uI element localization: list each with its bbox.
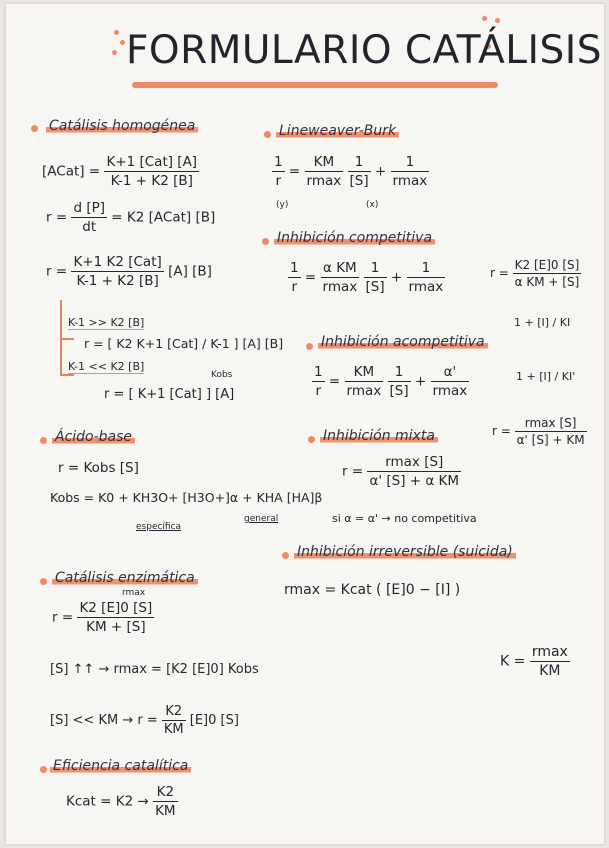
bullet-dot	[262, 238, 269, 245]
bullet-dot	[264, 131, 271, 138]
fraction	[391, 154, 430, 189]
label-x: (x)	[366, 200, 379, 210]
denominator: α' [S] + α KM	[369, 473, 460, 489]
numerator: K+1 K2 [Cat]	[73, 254, 162, 270]
alpha-competitiva: 1 + [I] / KI	[514, 316, 571, 329]
rmax-label: rmax	[122, 588, 146, 598]
fraction	[77, 600, 154, 635]
denominator: rmax	[322, 279, 358, 295]
eq-lhs: K =	[500, 653, 526, 670]
numerator: KM	[345, 364, 384, 382]
decor-dot	[120, 40, 125, 45]
fraction	[272, 154, 285, 189]
fraction	[364, 260, 387, 295]
numerator: K2	[162, 704, 186, 721]
numerator: K+1 [Cat] [A]	[106, 154, 198, 170]
eq-rate-full	[46, 254, 212, 289]
eq-acompetitiva: $\frac{1}{r}$ = $\frac{KM}{rmax}$ $\frac{1}{[S]}$ + $\frac{\alpha'}{rmax}$	[314, 364, 468, 399]
bullet-dot	[40, 578, 47, 585]
eq-lhs: [S] << KM → r =	[50, 713, 158, 728]
eq-lhs: r =	[492, 424, 511, 438]
eq-lhs: r =	[46, 209, 68, 226]
numerator: α'	[431, 364, 470, 382]
numerator: rmax	[531, 644, 568, 660]
denominator: [S]	[349, 173, 369, 189]
heading-lineweaver-burk: Lineweaver-Burk	[276, 123, 399, 139]
denominator: rmax	[306, 173, 342, 189]
numerator: 1	[407, 260, 446, 278]
denominator: KM + [S]	[86, 619, 146, 635]
fraction	[348, 154, 371, 189]
fraction	[513, 258, 582, 289]
numerator: K2 [E]0 [S]	[514, 258, 580, 272]
denominator: K-1 + K2 [B]	[110, 173, 193, 189]
label-general: general	[244, 514, 279, 524]
numerator: 1	[314, 364, 323, 380]
denominator: K-1 + K2 [B]	[76, 273, 159, 289]
numerator: KM	[305, 154, 344, 172]
fraction	[288, 260, 301, 295]
case1-condition: K-1 >> K2 [B]	[68, 316, 145, 329]
heading-catalisis-homogenea: Catálisis homogénea	[46, 118, 198, 134]
bullet-dot	[308, 436, 315, 443]
eq-lhs: r =	[52, 609, 74, 626]
numerator: 1	[391, 154, 430, 172]
fraction	[407, 260, 446, 295]
denominator: KM	[163, 722, 184, 737]
numerator: K2	[153, 784, 178, 802]
eq-rate-dp	[46, 200, 215, 235]
denominator: [S]	[389, 383, 409, 399]
fraction	[312, 364, 325, 399]
eq-lhs: Kcat = K2 →	[66, 793, 149, 810]
denominator: r	[315, 383, 322, 399]
label-especifica: específica	[136, 522, 182, 532]
heading-inhibicion-irreversible: Inhibición irreversible (suicida)	[294, 544, 516, 560]
decor-dot	[114, 30, 119, 35]
denominator: rmax	[346, 383, 382, 399]
fraction	[530, 644, 570, 679]
decor-dot	[112, 50, 117, 55]
eq-competitiva: $\frac{1}{r}$ = $\frac{\text{α KM}}{rmax}$ $\frac{1}{[S]}$ + $\frac{1}{rmax}$	[290, 260, 444, 295]
eq-lhs: [ACat] =	[42, 163, 101, 180]
fraction	[345, 364, 384, 399]
heading-acido-base: Ácido-base	[52, 429, 135, 445]
eq-competitiva-rate	[490, 258, 581, 289]
denominator: rmax	[408, 279, 444, 295]
heading-inhibicion-competitiva: Inhibición competitiva	[274, 230, 435, 246]
eq-kobs: Kobs = K0 + KH3O+ [H3O+]α + KHA [HA]β	[50, 490, 323, 505]
branch-line	[60, 338, 74, 340]
numerator: rmax [S]	[515, 416, 587, 432]
eq-lineweaver: $\frac{1}{r}$ = $\frac{KM}{rmax}$ $\frac{1}{[S]}$ + $\frac{1}{rmax}$	[274, 154, 428, 189]
eq-no-competitiva	[492, 416, 587, 447]
fraction	[515, 416, 587, 447]
alpha-acompetitiva: 1 + [I] / KI'	[516, 370, 576, 383]
case2-condition: K-1 << K2 [B]	[68, 360, 145, 373]
label-y: (y)	[276, 200, 289, 210]
numerator: rmax [S]	[367, 454, 461, 472]
numerator: 1	[274, 154, 283, 170]
fraction	[153, 784, 178, 819]
denominator: rmax	[432, 383, 468, 399]
eq-mixta	[342, 454, 461, 489]
heading-catalisis-enzimatica: Catálisis enzimática	[52, 570, 198, 586]
bullet-dot	[31, 125, 38, 132]
eq-lhs: r =	[342, 463, 364, 480]
numerator: 1	[348, 154, 371, 172]
numerator: 1	[290, 260, 299, 276]
fraction	[431, 364, 470, 399]
eq-rhs: [A] [B]	[168, 263, 212, 280]
fraction	[321, 260, 360, 295]
denominator: α KM + [S]	[514, 275, 580, 289]
branch-line	[60, 374, 74, 376]
page-title: FORMULARIO CATÁLISIS	[126, 28, 603, 73]
kobs-label: Kobs	[211, 370, 233, 380]
eq-kcat	[66, 784, 178, 819]
case2-equation: r = [ K+1 [Cat] ] [A]	[104, 387, 235, 402]
fraction	[71, 200, 107, 235]
numerator: α KM	[321, 260, 360, 278]
decor-dot	[482, 16, 487, 21]
denominator: KM	[155, 803, 176, 819]
denominator: r	[291, 279, 298, 295]
denominator: rmax	[392, 173, 428, 189]
denominator: [S]	[365, 279, 385, 295]
fraction	[305, 154, 344, 189]
eq-acat	[42, 154, 199, 189]
eq-lhs: r =	[490, 266, 509, 280]
eq-k-constant	[500, 644, 570, 679]
eq-irreversible: rmax = Kcat ( [E]0 − [I] )	[284, 582, 461, 598]
heading-inhibicion-acompetitiva: Inhibición acompetitiva	[318, 334, 488, 350]
fraction	[367, 454, 461, 489]
denominator: α' [S] + KM	[516, 433, 585, 447]
numerator: 1	[388, 364, 411, 382]
bullet-dot	[40, 437, 47, 444]
heading-inhibicion-mixta: Inhibición mixta	[320, 428, 438, 444]
case1-equation: r = [ K2 K+1 [Cat] / K-1 ] [A] [B]	[84, 336, 284, 351]
eq-rhs: [E]0 [S]	[189, 713, 239, 728]
fraction	[388, 364, 411, 399]
denominator: r	[275, 173, 282, 189]
decor-dot	[495, 18, 500, 23]
bullet-dot	[40, 766, 47, 773]
title-underline	[132, 82, 498, 88]
fraction	[162, 704, 186, 737]
eq-r-kobs: r = Kobs [S]	[58, 460, 139, 476]
eq-saturation: [S] ↑↑ → rmax = [K2 [E]0] Kobs	[50, 662, 259, 677]
denominator: KM	[539, 663, 561, 679]
numerator: K2 [E]0 [S]	[79, 600, 153, 616]
eq-lhs: r =	[46, 263, 68, 280]
bullet-dot	[282, 552, 289, 559]
fraction	[104, 154, 199, 189]
eq-low-substrate	[50, 704, 239, 737]
note-no-competitiva: si α = α' → no competitiva	[332, 512, 477, 525]
denominator: dt	[82, 219, 97, 235]
eq-rhs: = K2 [ACat] [B]	[111, 209, 216, 226]
numerator: d [P]	[73, 200, 105, 216]
eq-michaelis	[52, 600, 154, 635]
paper-sheet	[6, 4, 604, 844]
numerator: 1	[364, 260, 387, 278]
heading-eficiencia: Eficiencia catalítica	[50, 758, 191, 774]
bullet-dot	[306, 343, 313, 350]
fraction	[71, 254, 163, 289]
